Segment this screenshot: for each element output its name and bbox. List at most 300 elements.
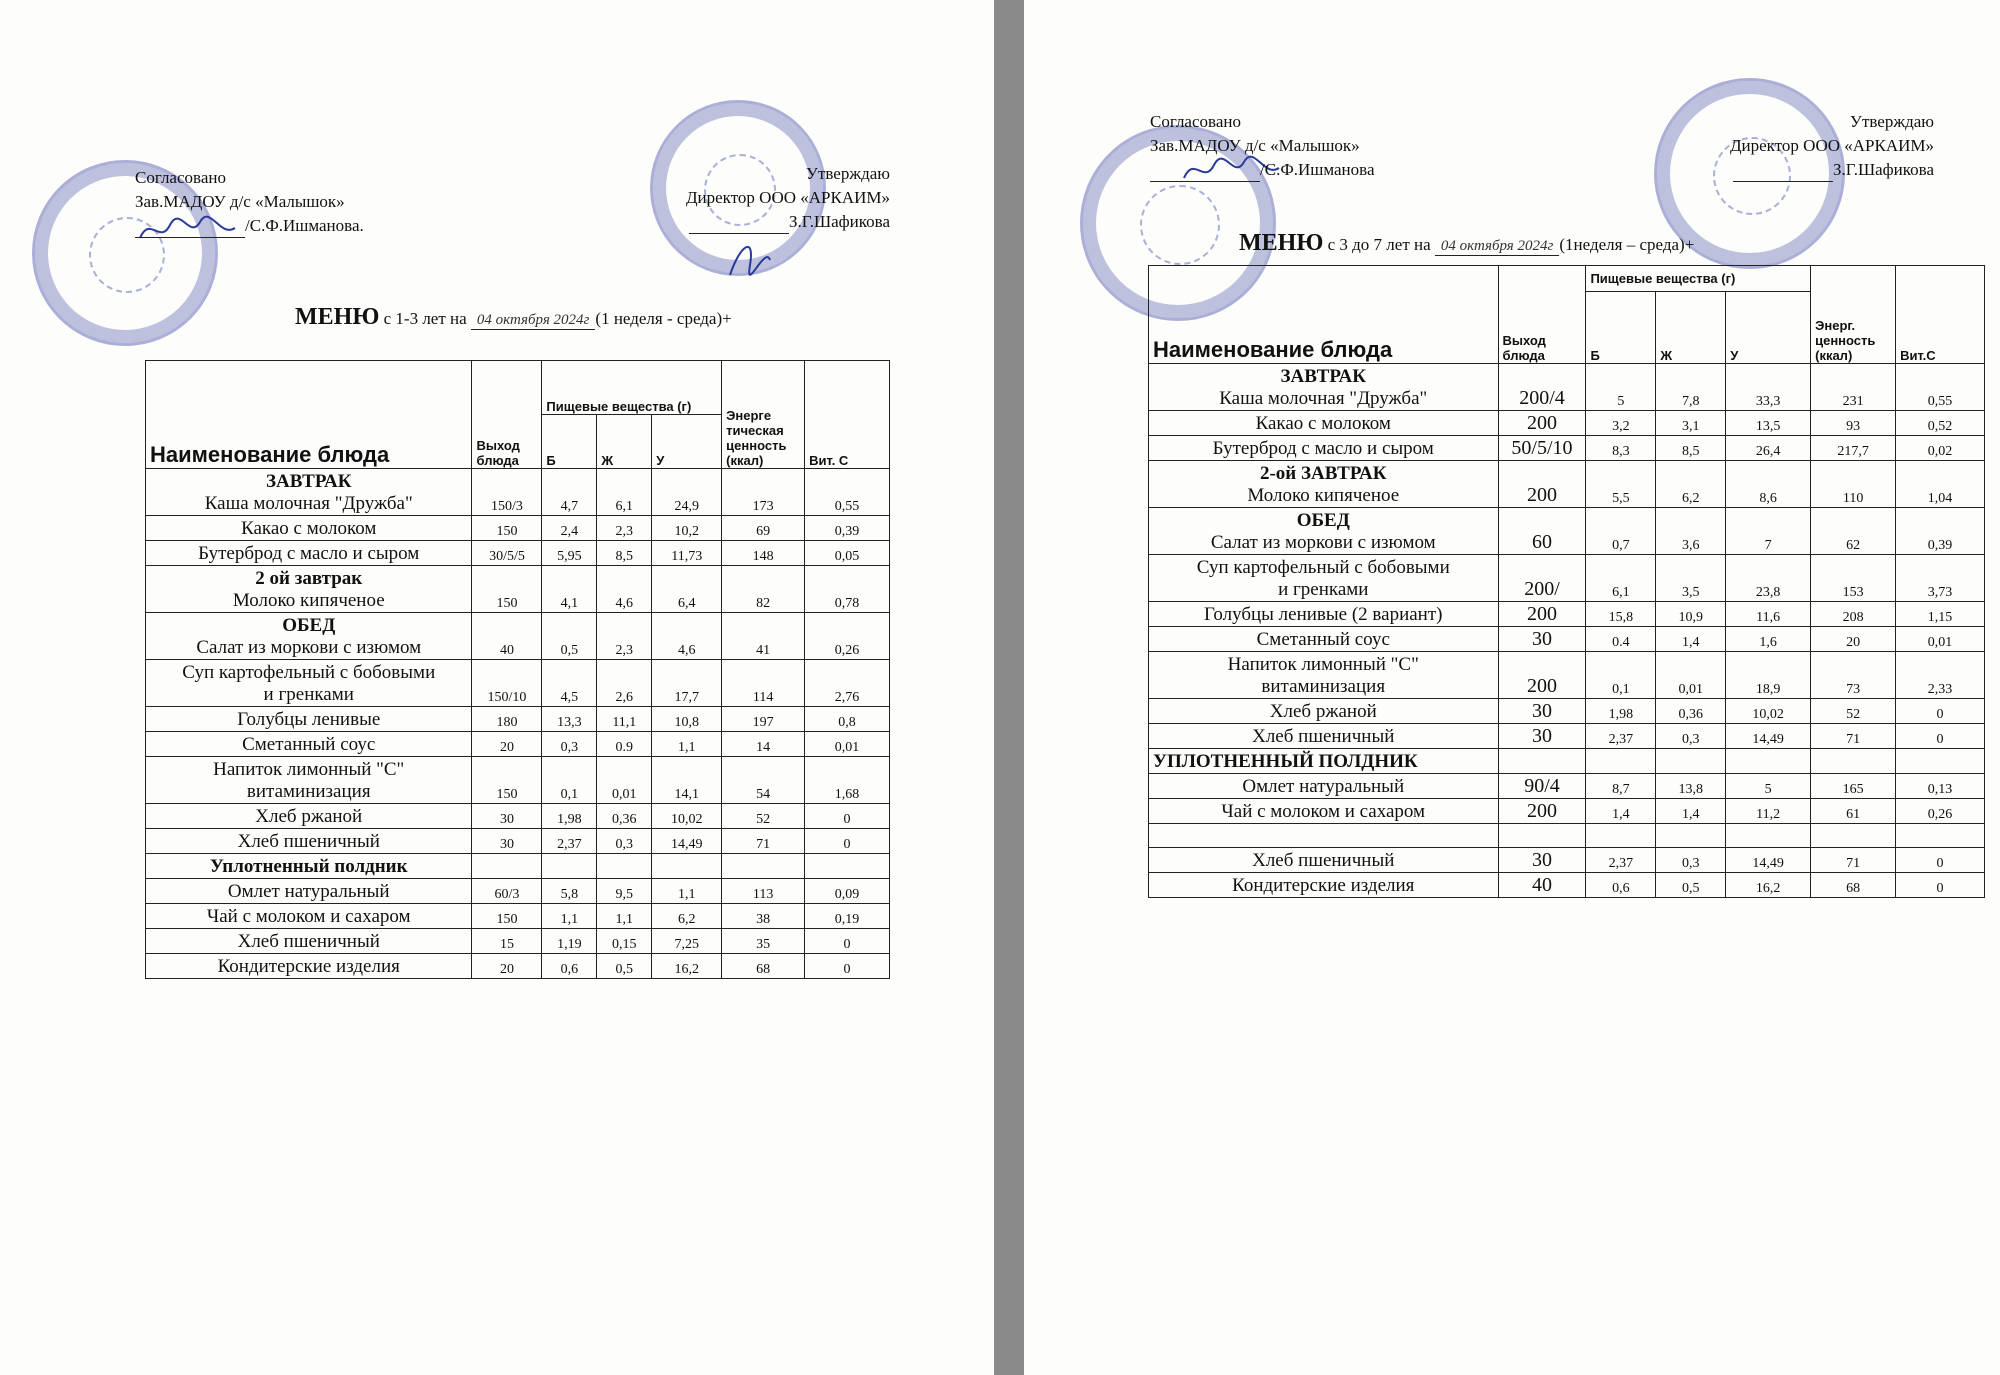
vitamin-c-cell: 0,01 <box>1896 627 1985 652</box>
fat-cell: 2,3 <box>597 613 652 660</box>
header-energy: Энерге тическая ценность (ккал) <box>722 361 805 469</box>
fat-cell: 0,01 <box>1656 652 1726 699</box>
fat-cell: 0,3 <box>1656 724 1726 749</box>
energy-cell: 71 <box>1811 724 1896 749</box>
dish-cell <box>1149 436 1499 461</box>
signature-right <box>720 225 780 285</box>
menu-title-word: МЕНЮ <box>295 304 380 330</box>
energy-cell: 38 <box>722 904 805 929</box>
table-row <box>146 707 890 732</box>
protein-cell: 1,98 <box>542 804 597 829</box>
approval-block <box>1150 110 1375 182</box>
energy-cell: 113 <box>722 879 805 904</box>
carbs-cell: 8,6 <box>1726 461 1811 508</box>
dish-name: Омлет натуральный <box>1242 776 1405 797</box>
dish-name-continued: витаминизация <box>246 781 371 802</box>
vitamin-c-cell: 0 <box>805 929 890 954</box>
dish-name: Хлеб ржаной <box>255 806 363 827</box>
dish-cell <box>1149 652 1499 699</box>
vitamin-c-cell: 0 <box>1896 724 1985 749</box>
dish-name: Сметанный соус <box>1256 629 1390 650</box>
table-row <box>146 613 890 660</box>
dish-name: Чай с молоком и сахаром <box>206 906 411 927</box>
table-row <box>146 660 890 707</box>
carbs-cell: 24,9 <box>652 469 722 516</box>
approval-person: С.Ф.Ишманова <box>1264 160 1375 179</box>
fat-cell <box>597 854 652 879</box>
vitamin-c-cell: 1,68 <box>805 757 890 804</box>
fat-cell: 0,3 <box>597 829 652 854</box>
vitamin-c-cell: 3,73 <box>1896 555 1985 602</box>
menu-title-week: (1неделя – среда)+ <box>1559 235 1695 254</box>
vitamin-c-cell <box>1896 824 1985 848</box>
table-row <box>1149 873 1985 898</box>
output-cell <box>1498 824 1586 848</box>
carbs-cell: 11,6 <box>1726 602 1811 627</box>
confirm-block <box>1654 110 1934 182</box>
output-cell: 200 <box>1498 602 1586 627</box>
menu-table <box>1148 265 1985 898</box>
output-cell <box>472 854 542 879</box>
header-output: Выход блюда <box>1498 266 1586 364</box>
dish-cell <box>1149 508 1499 555</box>
header-fat: Ж <box>597 415 652 469</box>
protein-cell: 1,1 <box>542 904 597 929</box>
vitamin-c-cell: 0,05 <box>805 541 890 566</box>
protein-cell: 2,4 <box>542 516 597 541</box>
energy-cell: 73 <box>1811 652 1896 699</box>
protein-cell: 0,6 <box>542 954 597 979</box>
energy-cell: 173 <box>722 469 805 516</box>
fat-cell: 0,15 <box>597 929 652 954</box>
protein-cell: 8,7 <box>1586 774 1656 799</box>
dish-cell <box>146 854 472 879</box>
fat-cell: 1,4 <box>1656 627 1726 652</box>
dish-name: Сметанный соус <box>242 734 376 755</box>
dish-cell <box>146 541 472 566</box>
carbs-cell: 14,49 <box>1726 724 1811 749</box>
output-cell: 30 <box>472 829 542 854</box>
carbs-cell: 4,6 <box>652 613 722 660</box>
fat-cell: 0,01 <box>597 757 652 804</box>
carbs-cell <box>652 854 722 879</box>
output-cell: 90/4 <box>1498 774 1586 799</box>
confirm-heading: Утверждаю <box>1849 112 1934 131</box>
fat-cell: 7,8 <box>1656 364 1726 411</box>
fat-cell: 13,8 <box>1656 774 1726 799</box>
protein-cell: 1,19 <box>542 929 597 954</box>
approval-position: Зав.МАДОУ д/с «Малышок» <box>1150 136 1360 155</box>
fat-cell: 6,2 <box>1656 461 1726 508</box>
table-row <box>146 829 890 854</box>
approval-signature-line: /С.Ф.Ишманова <box>1150 158 1375 182</box>
energy-cell: 93 <box>1811 411 1896 436</box>
menu-table <box>145 360 890 979</box>
energy-cell: 110 <box>1811 461 1896 508</box>
vitamin-c-cell: 0 <box>805 829 890 854</box>
output-cell: 150 <box>472 566 542 613</box>
carbs-cell: 10,8 <box>652 707 722 732</box>
energy-cell: 82 <box>722 566 805 613</box>
protein-cell <box>542 854 597 879</box>
vitamin-c-cell: 0,8 <box>805 707 890 732</box>
protein-cell: 2,37 <box>1586 848 1656 873</box>
protein-cell <box>1586 824 1656 848</box>
energy-cell: 165 <box>1811 774 1896 799</box>
protein-cell: 0,6 <box>1586 873 1656 898</box>
energy-cell: 52 <box>722 804 805 829</box>
header-dish-name: Наименование блюда <box>146 361 472 469</box>
table-row <box>146 929 890 954</box>
output-cell: 30/5/5 <box>472 541 542 566</box>
vitamin-c-cell: 1,04 <box>1896 461 1985 508</box>
dish-name: Суп картофельный с бобовыми <box>1196 557 1450 578</box>
dish-cell <box>146 732 472 757</box>
dish-name: Голубцы ленивые (2 вариант) <box>1204 604 1443 625</box>
protein-cell: 3,2 <box>1586 411 1656 436</box>
meal-section-label: ОБЕД <box>1296 510 1350 531</box>
output-cell <box>1498 749 1586 774</box>
dish-name: Хлеб пшеничный <box>237 931 380 952</box>
vitamin-c-cell: 0,39 <box>1896 508 1985 555</box>
table-row <box>1149 364 1985 411</box>
energy-cell: 68 <box>722 954 805 979</box>
dish-name: Какао с молоком <box>1255 413 1391 434</box>
dish-cell <box>146 879 472 904</box>
meal-section-label: ЗАВТРАК <box>1280 366 1367 387</box>
header-dish-name: Наименование блюда <box>1149 266 1499 364</box>
protein-cell: 5,8 <box>542 879 597 904</box>
dish-cell <box>146 613 472 660</box>
protein-cell: 1,4 <box>1586 799 1656 824</box>
energy-cell <box>1811 824 1896 848</box>
fat-cell: 0,3 <box>1656 848 1726 873</box>
dish-cell <box>146 954 472 979</box>
energy-cell: 62 <box>1811 508 1896 555</box>
fat-cell: 1,1 <box>597 904 652 929</box>
energy-cell <box>722 854 805 879</box>
meal-section-label: Уплотненный полдник <box>209 856 408 877</box>
fat-cell: 3,1 <box>1656 411 1726 436</box>
energy-cell: 14 <box>722 732 805 757</box>
carbs-cell: 10,02 <box>652 804 722 829</box>
dish-cell <box>1149 627 1499 652</box>
carbs-cell: 23,8 <box>1726 555 1811 602</box>
energy-cell: 208 <box>1811 602 1896 627</box>
output-cell: 150 <box>472 904 542 929</box>
table-row <box>146 516 890 541</box>
dish-name: Голубцы ленивые <box>237 709 381 730</box>
energy-cell: 69 <box>722 516 805 541</box>
table-row <box>146 804 890 829</box>
protein-cell: 8,3 <box>1586 436 1656 461</box>
approval-heading: Согласовано <box>135 168 226 187</box>
vitamin-c-cell: 0,26 <box>805 613 890 660</box>
menu-title-age: с 3 до 7 лет на <box>1327 235 1431 254</box>
dish-name: Салат из моркови с изюмом <box>196 637 422 658</box>
output-cell: 40 <box>472 613 542 660</box>
fat-cell: 8,5 <box>597 541 652 566</box>
dish-cell <box>146 829 472 854</box>
energy-cell: 68 <box>1811 873 1896 898</box>
menu-title-word: МЕНЮ <box>1239 230 1324 256</box>
dish-cell <box>146 904 472 929</box>
carbs-cell <box>1726 824 1811 848</box>
dish-name-continued: и гренками <box>1278 579 1369 600</box>
table-row <box>146 732 890 757</box>
header-nutrients: Пищевые вещества (г) <box>1586 266 1811 292</box>
vitamin-c-cell: 0 <box>1896 699 1985 724</box>
dish-name: Напиток лимонный "С" <box>213 759 405 780</box>
vitamin-c-cell: 0,13 <box>1896 774 1985 799</box>
protein-cell: 0.4 <box>1586 627 1656 652</box>
dish-name-continued: витаминизация <box>1261 676 1386 697</box>
fat-cell: 2,6 <box>597 660 652 707</box>
dish-name: Хлеб пшеничный <box>1252 726 1395 747</box>
header-fat: Ж <box>1656 292 1726 364</box>
dish-name: Кондитерские изделия <box>217 956 400 977</box>
output-cell: 60/3 <box>472 879 542 904</box>
energy-cell: 148 <box>722 541 805 566</box>
energy-cell: 52 <box>1811 699 1896 724</box>
menu-page-1-3-years <box>0 0 994 1375</box>
dish-name: Напиток лимонный "С" <box>1227 654 1419 675</box>
table-row <box>1149 461 1985 508</box>
carbs-cell: 13,5 <box>1726 411 1811 436</box>
fat-cell: 0,5 <box>1656 873 1726 898</box>
vitamin-c-cell: 0,26 <box>1896 799 1985 824</box>
protein-cell: 15,8 <box>1586 602 1656 627</box>
output-cell: 30 <box>1498 848 1586 873</box>
carbs-cell: 18,9 <box>1726 652 1811 699</box>
menu-page-3-7-years <box>1024 0 2000 1375</box>
protein-cell: 0,1 <box>542 757 597 804</box>
carbs-cell: 6,4 <box>652 566 722 613</box>
carbs-cell: 11,2 <box>1726 799 1811 824</box>
protein-cell: 6,1 <box>1586 555 1656 602</box>
energy-cell: 41 <box>722 613 805 660</box>
dish-cell <box>1149 724 1499 749</box>
output-cell: 200 <box>1498 411 1586 436</box>
header-output: Выход блюда <box>472 361 542 469</box>
fat-cell: 4,6 <box>597 566 652 613</box>
table-row <box>1149 627 1985 652</box>
carbs-cell <box>1726 749 1811 774</box>
dish-cell <box>1149 699 1499 724</box>
menu-title <box>1239 230 1694 257</box>
fat-cell: 8,5 <box>1656 436 1726 461</box>
header-energy: Энерг. ценность (ккал) <box>1811 266 1896 364</box>
table-row <box>146 879 890 904</box>
output-cell: 200 <box>1498 461 1586 508</box>
approval-person: С.Ф.Ишманова. <box>249 216 364 235</box>
output-cell: 20 <box>472 732 542 757</box>
vitamin-c-cell: 0,55 <box>1896 364 1985 411</box>
output-cell: 60 <box>1498 508 1586 555</box>
confirm-signature-line <box>1654 158 1934 182</box>
dish-cell <box>1149 848 1499 873</box>
dish-name: Хлеб ржаной <box>1269 701 1377 722</box>
protein-cell: 1,98 <box>1586 699 1656 724</box>
dish-name: Омлет натуральный <box>227 881 390 902</box>
approval-signature-line: /С.Ф.Ишманова. <box>135 214 364 238</box>
dish-cell <box>146 566 472 613</box>
protein-cell: 0,3 <box>542 732 597 757</box>
header-vitamin-c: Вит. С <box>805 361 890 469</box>
vitamin-c-cell <box>1896 749 1985 774</box>
header-nutrients: Пищевые вещества (г) <box>542 361 722 415</box>
protein-cell: 0,1 <box>1586 652 1656 699</box>
vitamin-c-cell: 2,33 <box>1896 652 1985 699</box>
section-row <box>1149 749 1985 774</box>
menu-title-age: с 1-3 лет на <box>383 309 467 328</box>
vitamin-c-cell: 0,09 <box>805 879 890 904</box>
output-cell: 200 <box>1498 652 1586 699</box>
table-row <box>146 954 890 979</box>
fat-cell <box>1656 749 1726 774</box>
fat-cell: 0.9 <box>597 732 652 757</box>
protein-cell: 5,95 <box>542 541 597 566</box>
carbs-cell: 1,6 <box>1726 627 1811 652</box>
carbs-cell: 6,2 <box>652 904 722 929</box>
dish-cell <box>1149 824 1499 848</box>
output-cell: 150/3 <box>472 469 542 516</box>
vitamin-c-cell: 0,19 <box>805 904 890 929</box>
section-row <box>146 854 890 879</box>
fat-cell: 3,6 <box>1656 508 1726 555</box>
vitamin-c-cell: 0 <box>1896 848 1985 873</box>
protein-cell: 4,1 <box>542 566 597 613</box>
dish-name: Каша молочная "Дружба" <box>1219 388 1428 409</box>
dish-cell <box>1149 873 1499 898</box>
energy-cell: 71 <box>722 829 805 854</box>
approval-position: Зав.МАДОУ д/с «Малышок» <box>135 192 345 211</box>
menu-title-date: 04 октября 2024г <box>471 312 595 330</box>
confirm-person: З.Г.Шафикова <box>789 212 890 231</box>
dish-name: Молоко кипяченое <box>232 590 385 611</box>
protein-cell: 0,5 <box>542 613 597 660</box>
fat-cell: 11,1 <box>597 707 652 732</box>
vitamin-c-cell: 0,39 <box>805 516 890 541</box>
dish-name-continued: и гренками <box>263 684 354 705</box>
table-row <box>1149 774 1985 799</box>
output-cell: 150/10 <box>472 660 542 707</box>
protein-cell: 2,37 <box>1586 724 1656 749</box>
approval-block <box>135 166 364 238</box>
protein-cell: 5 <box>1586 364 1656 411</box>
dish-name: Салат из моркови с изюмом <box>1210 532 1436 553</box>
meal-section-label: 2 ой завтрак <box>255 568 363 589</box>
dish-name: Кондитерские изделия <box>1232 875 1415 896</box>
carbs-cell: 7 <box>1726 508 1811 555</box>
meal-section-label: ЗАВТРАК <box>265 471 352 492</box>
protein-cell: 4,5 <box>542 660 597 707</box>
fat-cell: 10,9 <box>1656 602 1726 627</box>
meal-section-label: ОБЕД <box>282 615 336 636</box>
energy-cell: 197 <box>722 707 805 732</box>
table-row <box>146 566 890 613</box>
vitamin-c-cell: 0 <box>805 954 890 979</box>
vitamin-c-cell <box>805 854 890 879</box>
confirm-position: Директор ООО «АРКАИМ» <box>685 188 890 207</box>
table-row <box>146 541 890 566</box>
dish-cell <box>146 516 472 541</box>
output-cell: 200/4 <box>1498 364 1586 411</box>
approval-heading: Согласовано <box>1150 112 1241 131</box>
carbs-cell: 14,1 <box>652 757 722 804</box>
header-vitamin-c: Вит.С <box>1896 266 1985 364</box>
output-cell: 30 <box>1498 699 1586 724</box>
fat-cell: 3,5 <box>1656 555 1726 602</box>
table-row <box>146 469 890 516</box>
energy-cell: 217,7 <box>1811 436 1896 461</box>
protein-cell: 4,7 <box>542 469 597 516</box>
carbs-cell: 16,2 <box>652 954 722 979</box>
vitamin-c-cell: 0 <box>1896 873 1985 898</box>
vitamin-c-cell: 0,01 <box>805 732 890 757</box>
dish-name: Суп картофельный с бобовыми <box>182 662 436 683</box>
output-cell: 50/5/10 <box>1498 436 1586 461</box>
fat-cell: 2,3 <box>597 516 652 541</box>
vitamin-c-cell: 0,02 <box>1896 436 1985 461</box>
output-cell: 15 <box>472 929 542 954</box>
header-carbs: У <box>652 415 722 469</box>
dish-cell <box>146 757 472 804</box>
output-cell: 20 <box>472 954 542 979</box>
table-row <box>1149 699 1985 724</box>
dish-name: Бутерброд с масло и сыром <box>1212 438 1434 459</box>
output-cell: 180 <box>472 707 542 732</box>
table-row <box>1149 799 1985 824</box>
meal-section-label: УПЛОТНЕННЫЙ ПОЛДНИК <box>1153 751 1418 772</box>
fat-cell: 0,36 <box>1656 699 1726 724</box>
dish-cell <box>1149 411 1499 436</box>
output-cell: 30 <box>1498 627 1586 652</box>
dish-name: Хлеб пшеничный <box>1252 850 1395 871</box>
output-cell: 30 <box>1498 724 1586 749</box>
carbs-cell: 10,02 <box>1726 699 1811 724</box>
protein-cell: 2,37 <box>542 829 597 854</box>
energy-cell: 20 <box>1811 627 1896 652</box>
carbs-cell: 16,2 <box>1726 873 1811 898</box>
table-row <box>1149 824 1985 848</box>
dish-cell <box>146 469 472 516</box>
carbs-cell: 5 <box>1726 774 1811 799</box>
confirm-signature-line <box>640 210 890 234</box>
carbs-cell: 33,3 <box>1726 364 1811 411</box>
dish-cell <box>1149 602 1499 627</box>
menu-title-date: 04 октября 2024г <box>1435 238 1559 256</box>
carbs-cell: 10,2 <box>652 516 722 541</box>
dish-cell <box>146 929 472 954</box>
energy-cell: 114 <box>722 660 805 707</box>
confirm-position: Директор ООО «АРКАИМ» <box>1729 136 1934 155</box>
fat-cell: 0,36 <box>597 804 652 829</box>
table-row <box>1149 508 1985 555</box>
fat-cell: 9,5 <box>597 879 652 904</box>
output-cell: 40 <box>1498 873 1586 898</box>
dish-cell <box>1149 461 1499 508</box>
protein-cell: 5,5 <box>1586 461 1656 508</box>
energy-cell <box>1811 749 1896 774</box>
table-row <box>1149 436 1985 461</box>
output-cell: 200/ <box>1498 555 1586 602</box>
table-row <box>146 757 890 804</box>
dish-name: Чай с молоком и сахаром <box>1221 801 1426 822</box>
menu-title-week: (1 неделя - среда)+ <box>595 309 732 328</box>
dish-cell <box>146 707 472 732</box>
energy-cell: 54 <box>722 757 805 804</box>
